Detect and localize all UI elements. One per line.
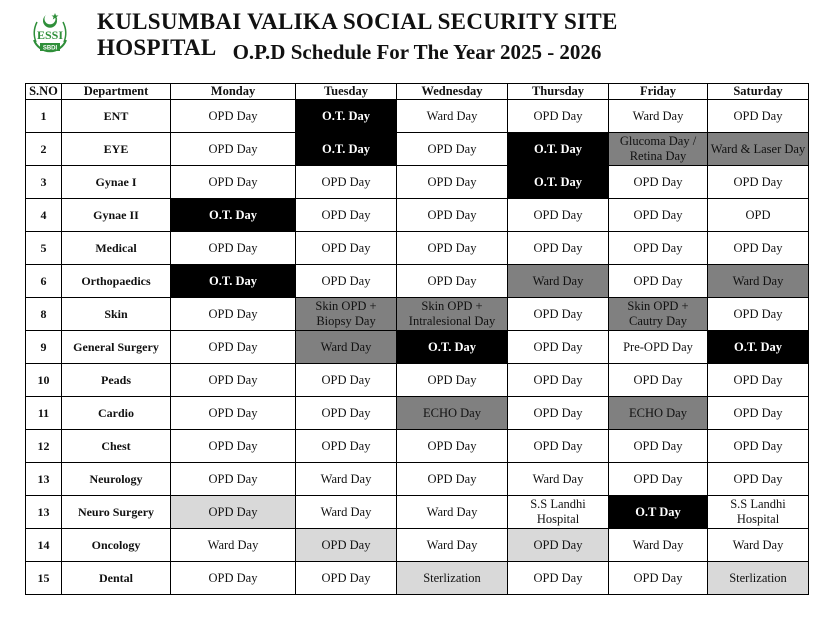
col-header-department: Department — [62, 84, 171, 100]
cell-wednesday: OPD Day — [397, 364, 508, 397]
cell-sno: 15 — [26, 562, 62, 595]
cell-tuesday: OPD Day — [296, 199, 397, 232]
table-row — [26, 430, 809, 463]
table-row — [26, 331, 809, 364]
cell-department: Neuro Surgery — [62, 496, 171, 529]
table-row — [26, 100, 809, 133]
cell-tuesday: O.T. Day — [296, 133, 397, 166]
cell-saturday: Ward Day — [708, 265, 809, 298]
cell-friday: OPD Day — [609, 562, 708, 595]
cell-thursday: OPD Day — [508, 397, 609, 430]
cell-monday: OPD Day — [171, 133, 296, 166]
cell-wednesday: OPD Day — [397, 265, 508, 298]
col-header-friday: Friday — [609, 84, 708, 100]
col-header-tuesday: Tuesday — [296, 84, 397, 100]
cell-saturday: Ward Day — [708, 529, 809, 562]
cell-monday: OPD Day — [171, 298, 296, 331]
cell-friday: Glucoma Day / Retina Day — [609, 133, 708, 166]
cell-department: EYE — [62, 133, 171, 166]
col-header-wednesday: Wednesday — [397, 84, 508, 100]
cell-friday: Ward Day — [609, 529, 708, 562]
cell-tuesday: OPD Day — [296, 397, 397, 430]
cell-friday: Ward Day — [609, 100, 708, 133]
cell-monday: OPD Day — [171, 430, 296, 463]
cell-monday: OPD Day — [171, 397, 296, 430]
col-header-monday: Monday — [171, 84, 296, 100]
cell-thursday: OPD Day — [508, 562, 609, 595]
cell-sno: 4 — [26, 199, 62, 232]
cell-monday: OPD Day — [171, 166, 296, 199]
cell-department: Skin — [62, 298, 171, 331]
cell-tuesday: OPD Day — [296, 265, 397, 298]
cell-sno: 1 — [26, 100, 62, 133]
cell-wednesday: OPD Day — [397, 199, 508, 232]
opd-schedule-table — [25, 83, 809, 595]
cell-tuesday: OPD Day — [296, 562, 397, 595]
table-row — [26, 199, 809, 232]
cell-saturday: OPD Day — [708, 430, 809, 463]
cell-saturday: OPD Day — [708, 463, 809, 496]
cell-department: Gynae II — [62, 199, 171, 232]
cell-wednesday: OPD Day — [397, 166, 508, 199]
table-row — [26, 397, 809, 430]
cell-wednesday: Sterlization — [397, 562, 508, 595]
cell-tuesday: OPD Day — [296, 364, 397, 397]
cell-department: Cardio — [62, 397, 171, 430]
cell-monday: O.T. Day — [171, 199, 296, 232]
cell-friday: OPD Day — [609, 430, 708, 463]
col-header-saturday: Saturday — [708, 84, 809, 100]
cell-thursday: OPD Day — [508, 529, 609, 562]
cell-thursday: OPD Day — [508, 100, 609, 133]
cell-monday: O.T. Day — [171, 265, 296, 298]
cell-thursday: OPD Day — [508, 331, 609, 364]
cell-department: General Surgery — [62, 331, 171, 364]
cell-tuesday: OPD Day — [296, 430, 397, 463]
cell-wednesday: OPD Day — [397, 232, 508, 265]
cell-wednesday: Skin OPD + Intralesional Day — [397, 298, 508, 331]
cell-wednesday: Ward Day — [397, 529, 508, 562]
cell-tuesday: OPD Day — [296, 166, 397, 199]
cell-tuesday: Ward Day — [296, 496, 397, 529]
table-row — [26, 463, 809, 496]
col-header-sno: S.NO — [26, 84, 62, 100]
logo-subtext: SBDI — [42, 45, 58, 52]
cell-friday: Skin OPD + Cautry Day — [609, 298, 708, 331]
col-header-thursday: Thursday — [508, 84, 609, 100]
cell-department: Neurology — [62, 463, 171, 496]
cell-saturday: Sterlization — [708, 562, 809, 595]
cell-tuesday: OPD Day — [296, 232, 397, 265]
cell-monday: OPD Day — [171, 232, 296, 265]
cell-sno: 13 — [26, 496, 62, 529]
cell-thursday: O.T. Day — [508, 166, 609, 199]
cell-thursday: Ward Day — [508, 265, 609, 298]
cell-thursday: OPD Day — [508, 364, 609, 397]
essi-logo-icon — [28, 10, 72, 54]
table-row — [26, 529, 809, 562]
cell-monday: OPD Day — [171, 331, 296, 364]
table-row — [26, 496, 809, 529]
table-row — [26, 265, 809, 298]
cell-monday: OPD Day — [171, 364, 296, 397]
cell-department: Orthopaedics — [62, 265, 171, 298]
cell-thursday: S.S Landhi Hospital — [508, 496, 609, 529]
table-row — [26, 133, 809, 166]
cell-sno: 10 — [26, 364, 62, 397]
table-row — [26, 166, 809, 199]
table-row — [26, 298, 809, 331]
cell-tuesday: Ward Day — [296, 463, 397, 496]
cell-thursday: OPD Day — [508, 232, 609, 265]
cell-thursday: OPD Day — [508, 199, 609, 232]
cell-wednesday: Ward Day — [397, 100, 508, 133]
cell-wednesday: Ward Day — [397, 496, 508, 529]
schedule-subtitle: O.P.D Schedule For The Year 2025 - 2026 — [232, 40, 602, 64]
cell-department: Gynae I — [62, 166, 171, 199]
table-row — [26, 232, 809, 265]
cell-saturday: OPD Day — [708, 232, 809, 265]
cell-department: Medical — [62, 232, 171, 265]
cell-friday: OPD Day — [609, 364, 708, 397]
cell-sno: 13 — [26, 463, 62, 496]
cell-wednesday: OPD Day — [397, 133, 508, 166]
cell-sno: 5 — [26, 232, 62, 265]
cell-department: ENT — [62, 100, 171, 133]
cell-thursday: O.T. Day — [508, 133, 609, 166]
cell-saturday: OPD Day — [708, 364, 809, 397]
cell-sno: 6 — [26, 265, 62, 298]
cell-monday: OPD Day — [171, 463, 296, 496]
cell-wednesday: OPD Day — [397, 463, 508, 496]
cell-saturday: OPD — [708, 199, 809, 232]
cell-department: Chest — [62, 430, 171, 463]
cell-thursday: Ward Day — [508, 463, 609, 496]
cell-thursday: OPD Day — [508, 430, 609, 463]
cell-sno: 8 — [26, 298, 62, 331]
cell-friday: Pre-OPD Day — [609, 331, 708, 364]
cell-tuesday: O.T. Day — [296, 100, 397, 133]
cell-thursday: OPD Day — [508, 298, 609, 331]
cell-sno: 2 — [26, 133, 62, 166]
cell-sno: 14 — [26, 529, 62, 562]
cell-monday: OPD Day — [171, 562, 296, 595]
cell-saturday: S.S Landhi Hospital — [708, 496, 809, 529]
cell-saturday: OPD Day — [708, 100, 809, 133]
cell-friday: OPD Day — [609, 232, 708, 265]
cell-department: Peads — [62, 364, 171, 397]
cell-department: Oncology — [62, 529, 171, 562]
cell-saturday: OPD Day — [708, 166, 809, 199]
cell-saturday: OPD Day — [708, 397, 809, 430]
cell-friday: OPD Day — [609, 463, 708, 496]
cell-tuesday: Skin OPD + Biopsy Day — [296, 298, 397, 331]
cell-tuesday: OPD Day — [296, 529, 397, 562]
cell-wednesday: OPD Day — [397, 430, 508, 463]
hospital-title: KULSUMBAI VALIKA SOCIAL SECURITY SITE HOSPITAL — [97, 9, 618, 60]
logo-text: ESSI — [36, 28, 64, 42]
cell-monday: OPD Day — [171, 100, 296, 133]
cell-saturday: OPD Day — [708, 298, 809, 331]
cell-saturday: Ward & Laser Day — [708, 133, 809, 166]
cell-friday: O.T Day — [609, 496, 708, 529]
cell-wednesday: O.T. Day — [397, 331, 508, 364]
cell-wednesday: ECHO Day — [397, 397, 508, 430]
cell-monday: OPD Day — [171, 496, 296, 529]
table-row — [26, 562, 809, 595]
cell-sno: 9 — [26, 331, 62, 364]
cell-friday: OPD Day — [609, 166, 708, 199]
header-row — [26, 84, 809, 100]
cell-friday: ECHO Day — [609, 397, 708, 430]
cell-friday: OPD Day — [609, 265, 708, 298]
cell-sno: 12 — [26, 430, 62, 463]
cell-sno: 11 — [26, 397, 62, 430]
cell-department: Dental — [62, 562, 171, 595]
cell-monday: Ward Day — [171, 529, 296, 562]
cell-friday: OPD Day — [609, 199, 708, 232]
cell-sno: 3 — [26, 166, 62, 199]
cell-tuesday: Ward Day — [296, 331, 397, 364]
table-row — [26, 364, 809, 397]
cell-saturday: O.T. Day — [708, 331, 809, 364]
